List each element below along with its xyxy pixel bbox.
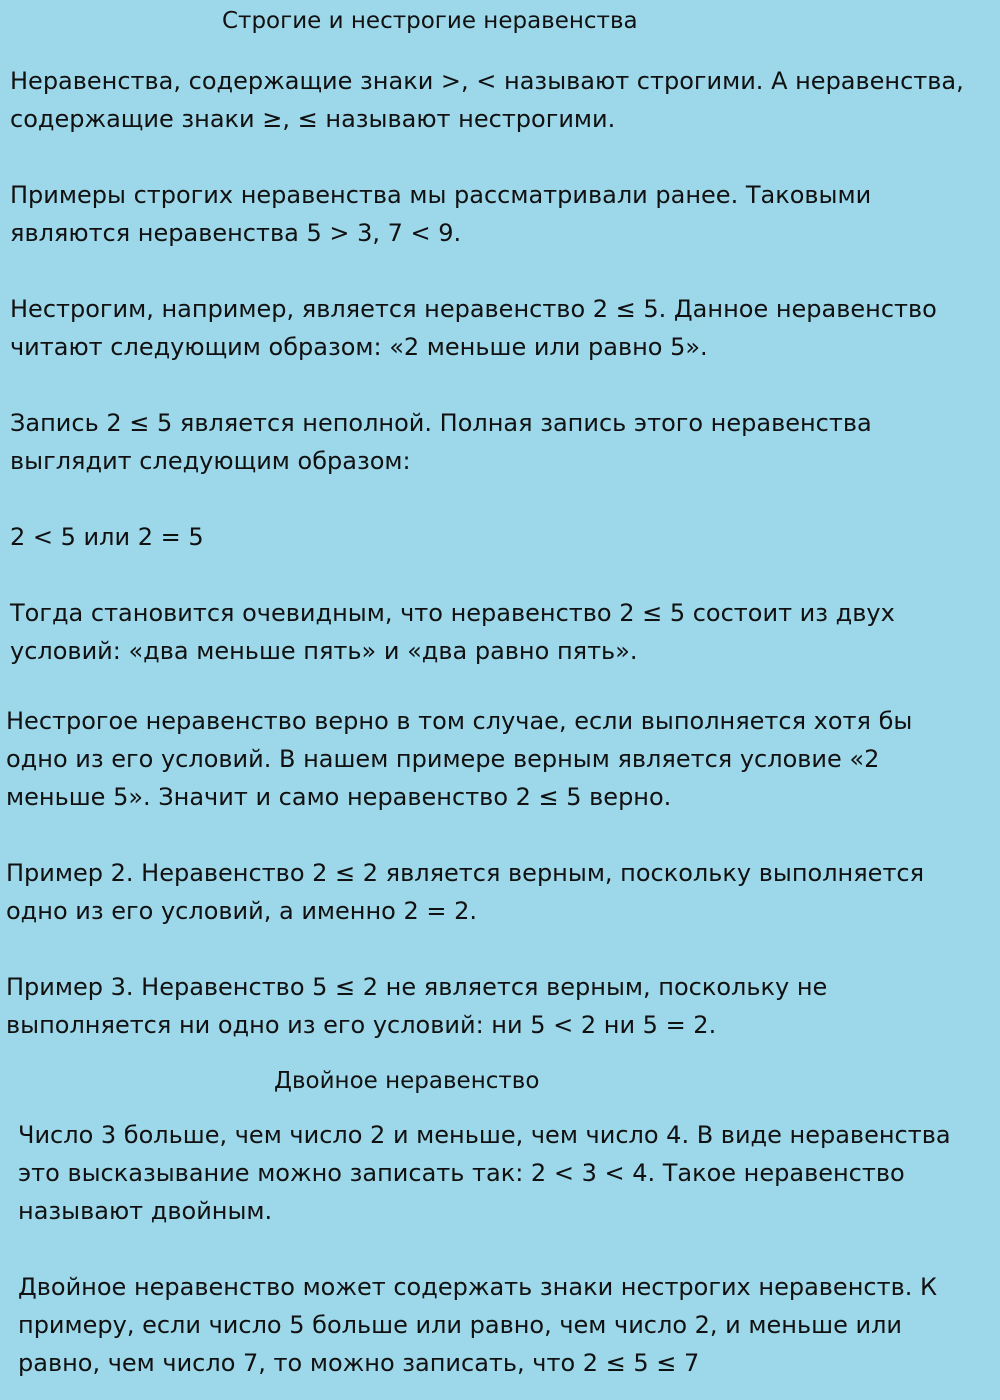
- text-line: Нестрогое неравенство верно в том случае, если выполняется хотя бы: [6, 707, 913, 735]
- section-title-double-inequality: Двойное неравенство: [274, 1068, 540, 1094]
- text-line: читают следующим образом: «2 меньше или равно 5».: [10, 333, 708, 361]
- paragraph-example-3: [6, 968, 827, 1044]
- paragraph-full-notation: [10, 404, 872, 480]
- paragraph-truth-rule: [6, 702, 912, 816]
- text-line: Нестрогим, например, является неравенство 2 ≤ 5. Данное неравенство: [10, 295, 937, 323]
- text-line: выполняется ни одно из его условий: ни 5 < 2 ни 5 = 2.: [6, 1011, 717, 1039]
- text-line: являются неравенства 5 > 3, 7 < 9.: [10, 219, 462, 247]
- paragraph-strict-examples: [10, 176, 871, 252]
- text-line: Примеры строгих неравенства мы рассматривали ранее. Таковыми: [10, 181, 872, 209]
- text-line: одно из его условий, а именно 2 = 2.: [6, 897, 478, 925]
- text-line: примеру, если число 5 больше или равно, чем число 2, и меньше или: [18, 1311, 903, 1339]
- text-line: это высказывание можно записать так: 2 < 3 < 4. Такое неравенство: [18, 1159, 905, 1187]
- paragraph-definition: [10, 62, 964, 138]
- text-line: одно из его условий. В нашем примере верным является условие «2: [6, 745, 880, 773]
- text-line: Неравенства, содержащие знаки >, < называют строгими. А неравенства,: [10, 67, 964, 95]
- section-title-strict-inequalities: Строгие и нестрогие неравенства: [222, 8, 638, 34]
- paragraph-two-conditions: [10, 594, 895, 670]
- text-line: содержащие знаки ≥, ≤ называют нестрогими.: [10, 105, 616, 133]
- paragraph-example-2: [6, 854, 924, 930]
- text-line: Число 3 больше, чем число 2 и меньше, чем число 4. В виде неравенства: [18, 1121, 951, 1149]
- text-line: Пример 3. Неравенство 5 ≤ 2 не является верным, поскольку не: [6, 973, 828, 1001]
- text-line: Пример 2. Неравенство 2 ≤ 2 является верным, поскольку выполняется: [6, 859, 925, 887]
- paragraph-nonstrict-example: [10, 290, 937, 366]
- text-line: условий: «два меньше пять» и «два равно пять».: [10, 637, 638, 665]
- text-line: равно, чем число 7, то можно записать, что 2 ≤ 5 ≤ 7: [18, 1349, 700, 1377]
- text-line: выглядит следующим образом:: [10, 447, 411, 475]
- text-line: Тогда становится очевидным, что неравенство 2 ≤ 5 состоит из двух: [10, 599, 895, 627]
- paragraph-double-definition: [18, 1116, 951, 1230]
- paragraph-double-nonstrict: [18, 1268, 937, 1382]
- text-line: называют двойным.: [18, 1197, 273, 1225]
- text-line: Запись 2 ≤ 5 является неполной. Полная запись этого неравенства: [10, 409, 872, 437]
- text-line: меньше 5». Значит и само неравенство 2 ≤ 5 верно.: [6, 783, 672, 811]
- text-line: Двойное неравенство может содержать знаки нестрогих неравенств. К: [18, 1273, 938, 1301]
- text-line: 2 < 5 или 2 = 5: [10, 523, 204, 551]
- paragraph-expanded-form: [10, 518, 204, 556]
